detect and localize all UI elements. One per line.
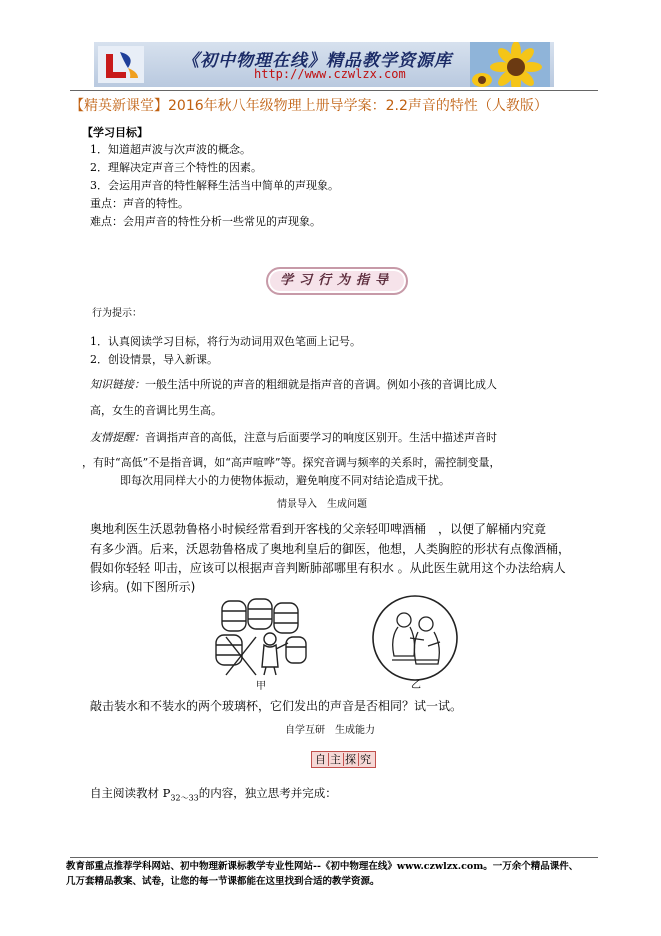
doctor-illustration [368,594,462,684]
key-point: 重点：声音的特性。 [90,197,189,210]
difficult-point: 难点：会用声音的特性分析一些常见的声现象。 [90,215,321,228]
knowledge-link-label: 知识链接： [90,378,145,391]
goal-item: 1．知道超声波与次声波的概念。 [90,143,251,156]
story-line: 有多少酒。后来，沃恩勃鲁格成了奥地利皇后的御医，他想，人类胸腔的形状有点像酒桶， [90,542,571,556]
goal-item: 3．会运用声音的特性解释生活当中简单的声现象。 [90,179,339,192]
friendly-tip-line3: 即每次用同样大小的力使物体振动，避免响度不同对结论造成干扰。 [120,474,450,487]
knowledge-link-line2: 高，女生的音调比男生高。 [90,404,222,417]
document-heading: 【精英新课堂】2016年秋八年级物理上册导学案：2.2声音的特性（人教版） [70,98,548,114]
banner-url[interactable]: http://www.czwlzx.com [254,67,406,81]
header-banner [94,42,554,87]
story-line: 假如你轻轻 叩击，应该可以根据声音判断肺部哪里有积水 。从此医生就用这个办法给病人 [90,561,566,575]
goals-title: 【学习目标】 [82,126,148,139]
knowledge-link [90,377,497,392]
tip-item: 1．认真阅读学习目标，将行为动词用双色笔画上记号。 [90,335,361,348]
section-title-selfstudy: 自学互研 生成能力 [285,725,375,736]
figure-label-a: 甲 [256,681,266,692]
section-badge: 学习行为指导 [266,267,408,295]
knowledge-link-text: 一般生活中所说的声音的粗细就是指声音的音调。例如小孩的音调比成人 [145,378,497,391]
goal-item: 2．理解决定声音三个特性的因素。 [90,161,262,174]
story-line: 诊病。(如下图所示) [90,580,196,594]
tip-item: 2．创设情景，导入新课。 [90,353,218,366]
experiment-question: 敲击装水和不装水的两个玻璃杯，它们发出的声音是否相同？试一试。 [90,699,463,713]
footer-note [66,859,606,889]
section-title-intro: 情景导入 生成问题 [277,499,367,510]
friendly-tip-line2: ，有时“高低”不是指音调，如“高声喧哗”等。探究音调与频率的关系时，需控制变量， [82,456,501,469]
friendly-tip-label: 友情提醒： [90,431,145,444]
site-logo [98,46,144,83]
friendly-tip [90,430,497,445]
barrels-illustration [212,597,314,677]
sunflower-icon [470,42,550,87]
footer-divider [70,857,598,858]
figure-label-b: 乙 [411,680,421,691]
self-read-instruction: 自主阅读教材 $P_{32\sim 33}$的内容，独立思考并完成： [90,786,337,803]
banner-title: 《初中物理在线》精品教学资源库 [182,51,452,71]
tips-title: 行为提示： [92,308,142,319]
self-study-box-label: 自 主 探 究 [311,751,376,768]
footer-line: 教育部重点推荐学科网站、初中物理新课标教学专业性网站--《初中物理在线》www.czwlzx.com。一万余个精品课件、 [66,861,579,872]
friendly-tip-text: 音调指声音的高低，注意与后面要学习的响度区别开。生活中描述声音时 [145,431,497,444]
story-line: 奥地利医生沃恩勃鲁格小时候经常看到开客栈的父亲轻叩啤酒桶 ，以便了解桶内究竟 [90,522,547,536]
footer-line: 几万套精品教案、试卷，让您的每一节课都能在这里找到合适的教学资源。 [66,876,380,887]
header-divider [70,90,598,91]
